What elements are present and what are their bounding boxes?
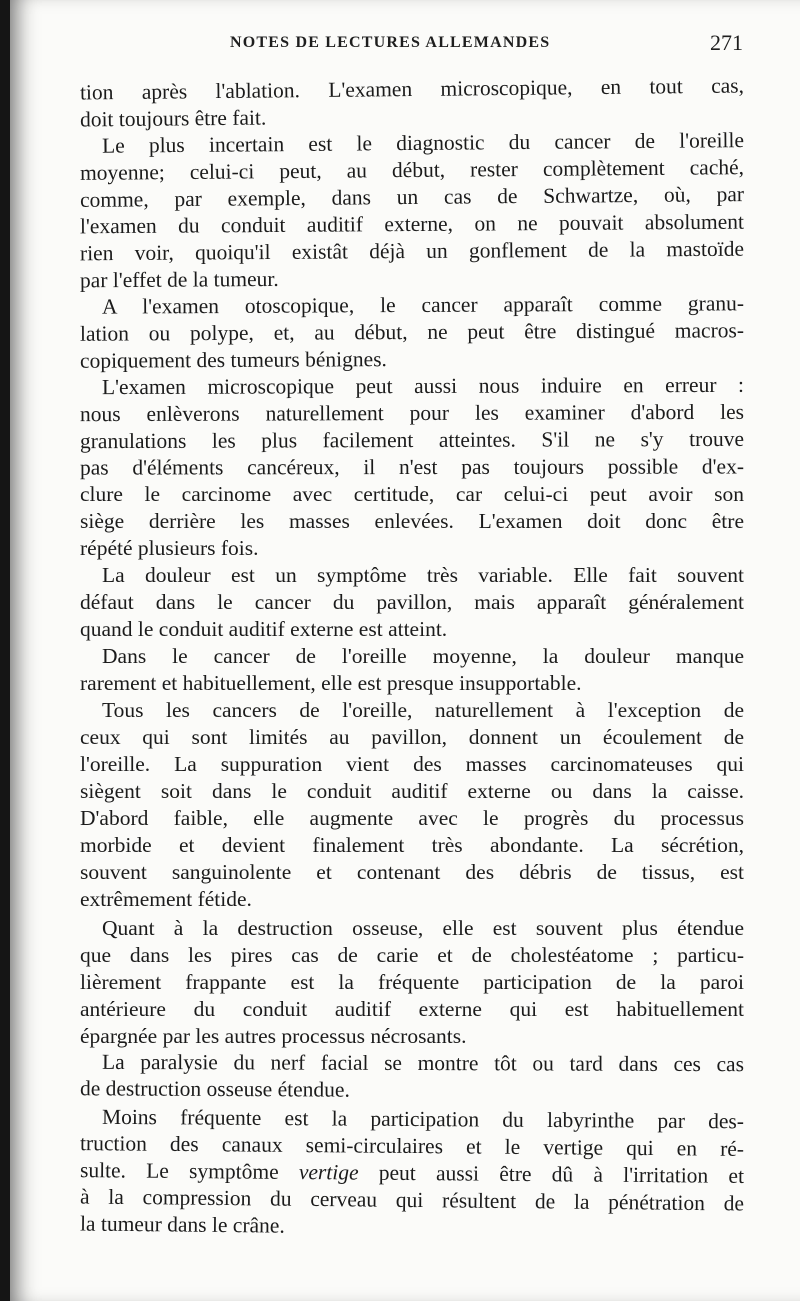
text-line: morbide et devient finalement très abondante. La sécrétion,: [80, 833, 744, 857]
page-sheet: [10, 0, 800, 1301]
text-segment: sulte. Le symptôme: [79, 1158, 279, 1184]
text-line: doit toujours être fait.: [79, 105, 267, 132]
text-line: siège derrière les masses enlevées. L'examen doit donc être: [80, 509, 744, 533]
text-line: l'examen du conduit auditif externe, on ne pouvait absolument: [79, 209, 745, 239]
text-line: extrêmement fétide.: [80, 887, 252, 911]
text-line: L'examen microscopique peut aussi nous induire en erreur :: [101, 372, 745, 400]
text-line: souvent sanguinolente et contenant des débris de tissus, est: [80, 860, 744, 884]
text-line: clure le carcinome avec certitude, car celui-ci peut avoir son: [80, 482, 744, 506]
text-segment: peut aussi être dû à l'irritation et: [378, 1160, 745, 1188]
text-line: A l'examen otoscopique, le cancer apparaît comme granu-: [101, 291, 745, 319]
text-line: copiquement des tumeurs bénignes.: [79, 347, 387, 373]
text-line: ceux qui sont limités au pavillon, donnent un écoulement de: [80, 725, 744, 749]
text-line: quand le conduit auditif externe est atteint.: [80, 617, 448, 641]
text-line: Moins fréquente est la participation du labyrinthe par des-: [101, 1104, 745, 1134]
text-line: Tous les cancers de l'oreille, naturellement à l'exception de: [102, 698, 744, 722]
text-line: comme, par exemple, dans un cas de Schwartze, où, par: [79, 182, 745, 212]
text-line: épargnée par les autres processus nécrosants.: [80, 1024, 467, 1048]
text-line: nous enlèverons naturellement pour les examiner d'abord les: [79, 399, 745, 427]
text-line: défaut dans le cancer du pavillon, mais apparaît généralement: [80, 590, 744, 614]
text-line: la tumeur dans le crâne.: [79, 1211, 285, 1238]
text-line: répété plusieurs fois.: [80, 536, 259, 560]
text-line: La douleur est un symptôme très variable. Elle fait souvent: [102, 563, 744, 587]
text-line: granulations les plus facilement atteintes. S'il ne s'y trouve: [79, 426, 745, 454]
text-line: D'abord faible, elle augmente avec le progrès du processus: [80, 806, 744, 830]
text-line: de destruction osseuse étendue.: [79, 1076, 350, 1102]
text-line: pas d'éléments cancéreux, il n'est pas toujours possible d'ex-: [79, 454, 745, 480]
page-number: 271: [710, 30, 743, 55]
text-line: rien voir, quoiqu'il existât déjà un gonflement de la mastoïde: [79, 236, 745, 266]
text-line: La paralysie du nerf facial se montre tôt ou tard dans ces cas: [101, 1049, 745, 1077]
text-line: l'oreille. La suppuration vient des masses carcinomateuses qui: [80, 752, 744, 776]
text-line: rarement et habituellement, elle est presque insupportable.: [80, 671, 582, 695]
text-line: Le plus incertain est le diagnostic du cancer de l'oreille: [101, 128, 745, 158]
running-title: NOTES DE LECTURES ALLEMANDES: [230, 34, 551, 51]
text-line: moyenne; celui-ci peut, au début, rester complètement caché,: [79, 155, 745, 185]
text-line: tion après l'ablation. L'examen microscopique, en tout cas,: [79, 73, 745, 105]
text-line: à la compression du cerveau qui résultent de la pénétration de: [79, 1184, 745, 1216]
text-line: lièrement frappante est la fréquente participation de la paroi: [80, 970, 744, 994]
text-line: par l'effet de la tumeur.: [79, 266, 279, 293]
text-line: antérieure du conduit auditif externe qui est habituellement: [80, 997, 744, 1021]
text-line: truction des canaux semi-circulaires et le vertige qui en ré-: [79, 1131, 745, 1161]
text-line: Quant à la destruction osseuse, elle est souvent plus étendue: [102, 916, 744, 940]
text-line: Dans le cancer de l'oreille moyenne, la douleur manque: [102, 644, 744, 668]
text-line: lation ou polype, et, au début, ne peut être distingué macros-: [79, 318, 745, 346]
text-line: que dans les pires cas de carie et de cholestéatome ; particu-: [80, 943, 744, 967]
text-line: siègent soit dans le conduit auditif externe ou dans la caisse.: [80, 779, 744, 803]
italic-term: vertige: [298, 1160, 359, 1185]
running-header: [10, 32, 800, 58]
